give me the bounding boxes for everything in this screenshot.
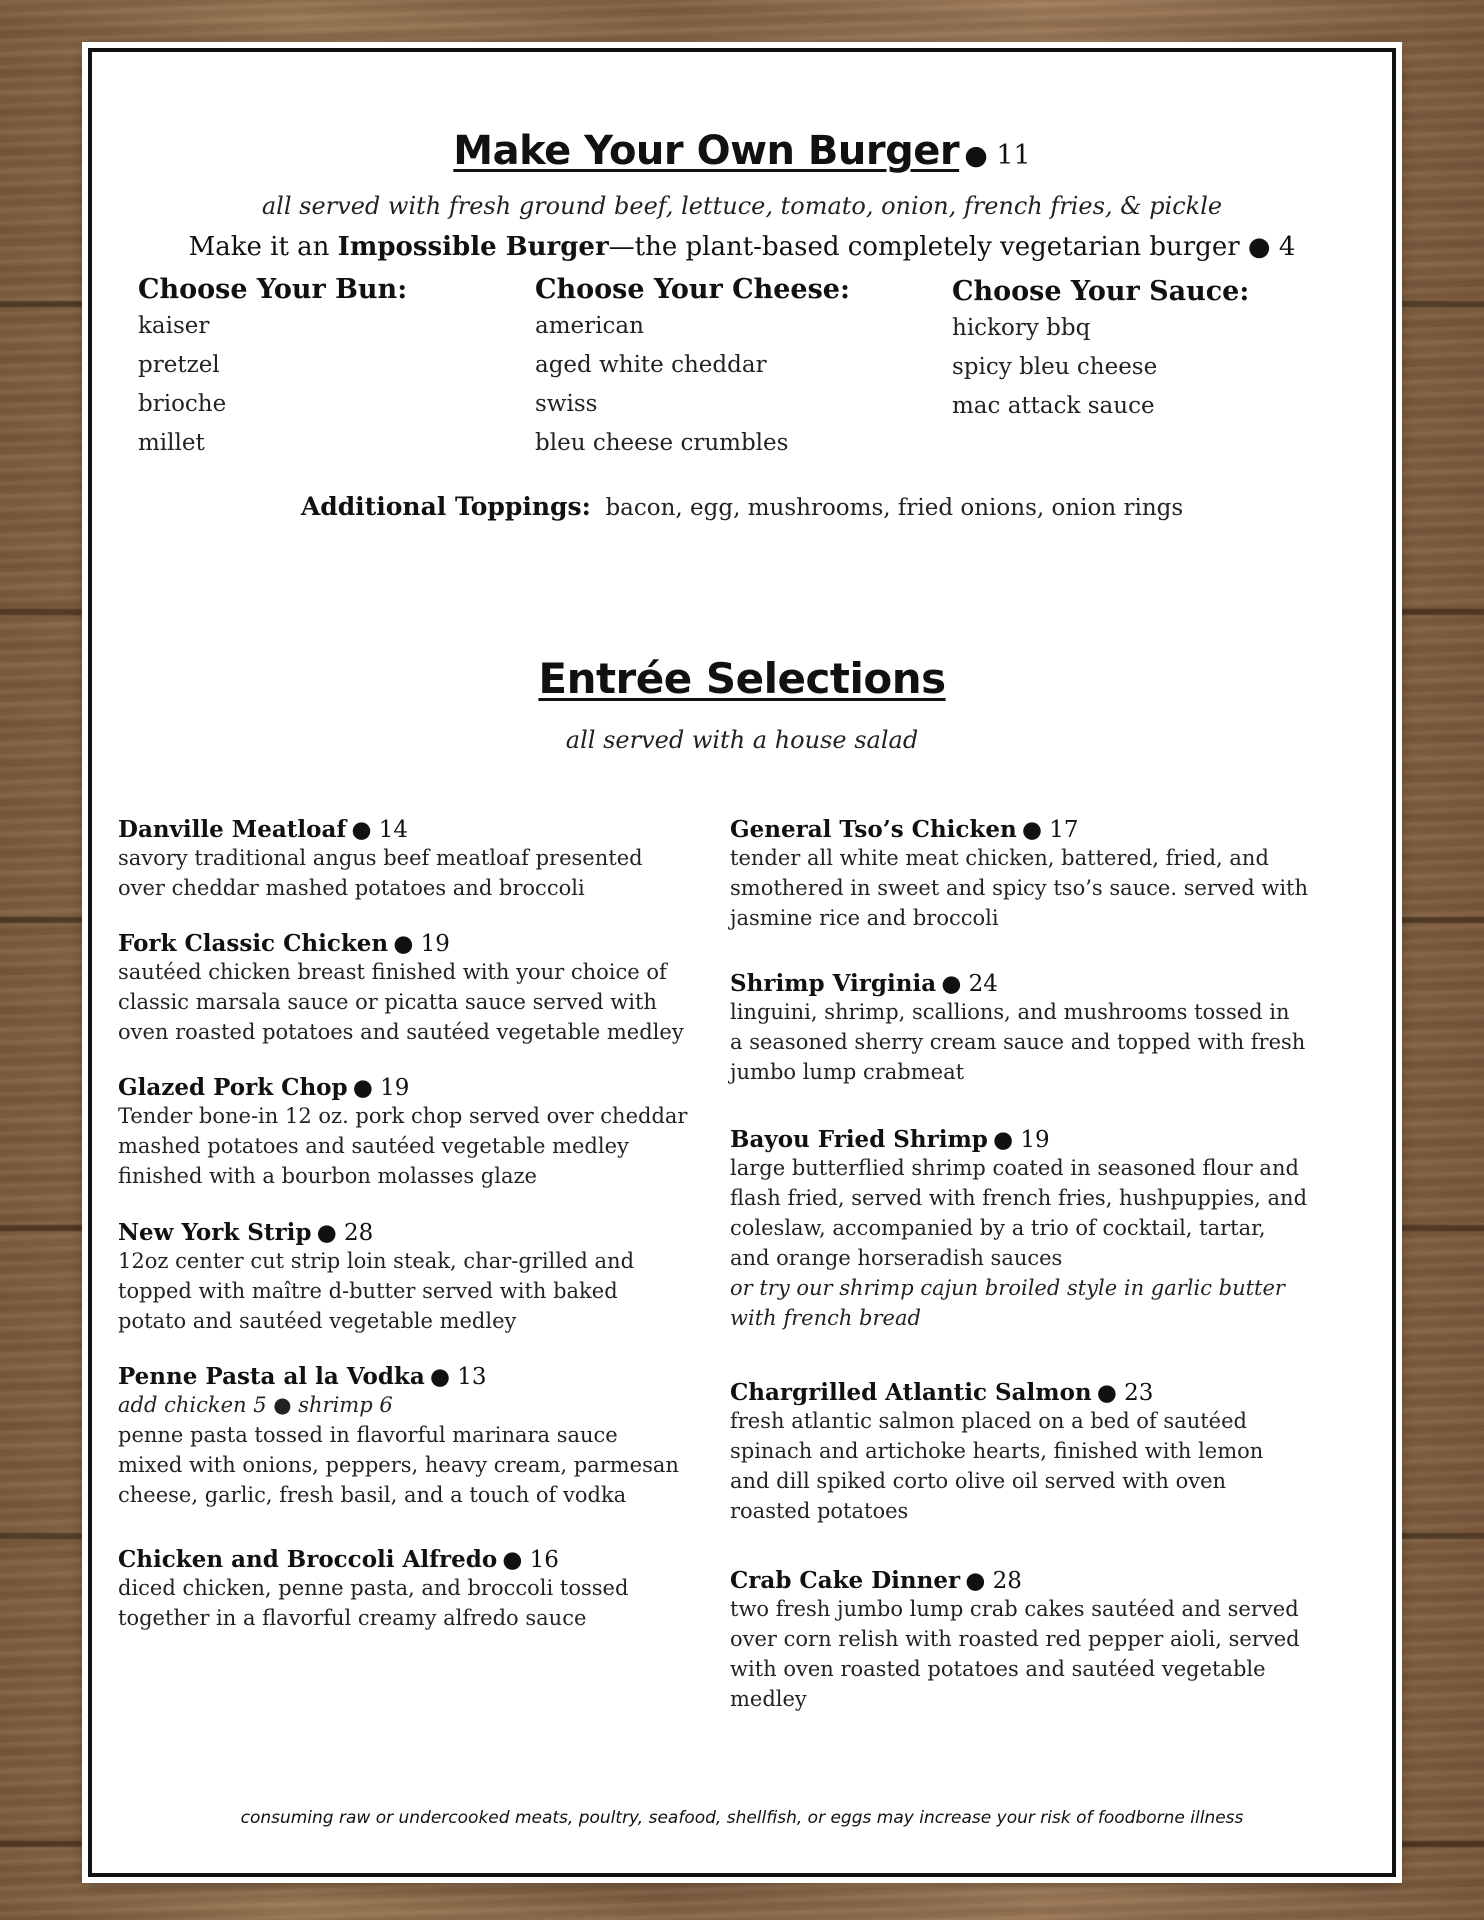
entree-description: penne pasta tossed in flavorful marinara sauce mixed with onions, peppers, heavy cream, parmesan cheese, garlic, fresh basil, and a touch of vodka	[118, 1423, 679, 1507]
entree-description: diced chicken, penne pasta, and broccoli tossed together in a flavorful creamy alfredo sauce	[118, 1576, 629, 1630]
entree-price: ● 19	[992, 1127, 1050, 1153]
entree-item	[118, 1074, 688, 1191]
entree-name: Penne Pasta al la Vodka	[118, 1363, 425, 1390]
food-safety-disclaimer: consuming raw or undercooked meats, poultry, seafood, shellfish, or eggs may increase your risk of foodborne illness	[240, 1808, 1244, 1828]
entree-price: ● 28	[316, 1220, 374, 1246]
entree-description: tender all white meat chicken, battered, fried, and smothered in sweet and spicy tso’s sauce. served with jasmine rice and broccoli	[730, 846, 1309, 930]
entree-name: Danville Meatloaf	[118, 816, 347, 843]
entree-name: General Tso’s Chicken	[730, 816, 1017, 843]
entree-name: Shrimp Virginia	[730, 970, 937, 997]
entree-description: large butterflied shrimp coated in seasoned flour and flash fried, served with french fries, hushpuppies, and coleslaw, accompanied by a trio of cocktail, tartar, and orange horseradish sauces	[730, 1156, 1308, 1270]
toppings-list: bacon, egg, mushrooms, fried onions, onion rings	[605, 495, 1184, 521]
entree-name: Chargrilled Atlantic Salmon	[730, 1379, 1092, 1406]
entree-name: Fork Classic Chicken	[118, 930, 389, 957]
entree-name: New York Strip	[118, 1219, 312, 1246]
burger-price: ● 11	[964, 140, 1031, 171]
entree-description: two fresh jumbo lump crab cakes sautéed and served over corn relish with roasted red pepper aioli, served with oven roasted potatoes and sautéed vegetable medley	[730, 1597, 1300, 1711]
entree-item	[730, 1379, 1308, 1526]
entree-item	[118, 1546, 688, 1633]
entree-item	[730, 970, 1308, 1087]
entree-price: ● 14	[351, 817, 409, 843]
sauce-heading: Choose Your Sauce:	[952, 276, 1250, 307]
entree-price: ● 19	[352, 1075, 410, 1101]
bun-option: millet	[138, 430, 205, 456]
entree-addon-note: add chicken 5 ● shrimp 6	[118, 1393, 393, 1417]
sauce-option: hickory bbq	[952, 315, 1091, 341]
cheese-heading: Choose Your Cheese:	[535, 274, 850, 305]
entree-name: Bayou Fried Shrimp	[730, 1126, 988, 1153]
cheese-option: american	[535, 313, 644, 339]
entree-title-row	[92, 654, 1392, 703]
entree-item	[118, 1363, 688, 1510]
impossible-burger-line	[92, 232, 1392, 262]
entree-item	[730, 1126, 1308, 1333]
entree-description: Tender bone-in 12 oz. pork chop served over cheddar mashed potatoes and sautéed vegetable medley finished with a bourbon molasses glaze	[118, 1104, 688, 1188]
entree-item	[118, 930, 688, 1047]
entree-alternate-note: or try our shrimp cajun broiled style in garlic butter with french bread	[730, 1276, 1285, 1330]
sauce-option: spicy bleu cheese	[952, 354, 1158, 380]
entree-subtitle: all served with a house salad	[565, 726, 919, 754]
burger-subtitle: all served with fresh ground beef, lettuce, tomato, onion, french fries, & pickle	[261, 192, 1223, 220]
burger-title-row	[92, 128, 1392, 174]
entree-description: fresh atlantic salmon placed on a bed of sautéed spinach and artichoke hearts, finished with lemon and dill spiked corto olive oil served with oven roasted potatoes	[730, 1409, 1264, 1523]
additional-toppings	[92, 492, 1392, 521]
burger-section-title: Make Your Own Burger	[453, 128, 960, 174]
entree-section-title: Entrée Selections	[538, 654, 946, 703]
bun-option: pretzel	[138, 352, 220, 378]
bun-option: kaiser	[138, 313, 210, 339]
entree-description: linguini, shrimp, scallions, and mushrooms tossed in a seasoned sherry cream sauce and topped with fresh jumbo lump crabmeat	[730, 1000, 1306, 1084]
cheese-option: bleu cheese crumbles	[535, 430, 789, 456]
sauce-option: mac attack sauce	[952, 393, 1155, 419]
cheese-option: aged white cheddar	[535, 352, 767, 378]
entree-name: Crab Cake Dinner	[730, 1567, 961, 1594]
entree-price: ● 24	[941, 971, 998, 997]
entree-name: Glazed Pork Chop	[118, 1074, 348, 1101]
sauce-column	[952, 276, 1249, 426]
entree-item	[118, 816, 688, 903]
entree-price: ● 16	[502, 1547, 559, 1573]
menu-page	[88, 48, 1396, 1877]
entree-description: 12oz center cut strip loin steak, char-grilled and topped with maître d-butter served with baked potato and sautéed vegetable medley	[118, 1249, 635, 1333]
bun-option: brioche	[138, 391, 227, 417]
entree-item	[730, 1567, 1308, 1714]
entree-price: ● 23	[1096, 1380, 1154, 1406]
bun-heading: Choose Your Bun:	[138, 274, 408, 305]
entree-item	[118, 1219, 688, 1336]
entree-price: ● 13	[429, 1364, 487, 1390]
impossible-prefix: Make it an	[188, 232, 330, 262]
entree-item	[730, 816, 1308, 933]
cheese-column	[535, 274, 850, 463]
entree-name: Chicken and Broccoli Alfredo	[118, 1546, 498, 1573]
entree-price: ● 19	[393, 931, 450, 957]
toppings-label: Additional Toppings:	[300, 492, 591, 521]
entree-price: ● 28	[965, 1568, 1022, 1594]
entree-price: ● 17	[1021, 817, 1079, 843]
impossible-suffix: —the plant-based completely vegetarian burger ● 4	[608, 232, 1296, 262]
cheese-option: swiss	[535, 391, 598, 417]
bun-column	[138, 274, 407, 463]
entree-description: sautéed chicken breast finished with your choice of classic marsala sauce or picatta sauce served with oven roasted potatoes and sautéed vegetable medley	[118, 960, 684, 1044]
entree-description: savory traditional angus beef meatloaf presented over cheddar mashed potatoes and broccoli	[118, 846, 643, 900]
impossible-name: Impossible Burger	[337, 232, 609, 262]
